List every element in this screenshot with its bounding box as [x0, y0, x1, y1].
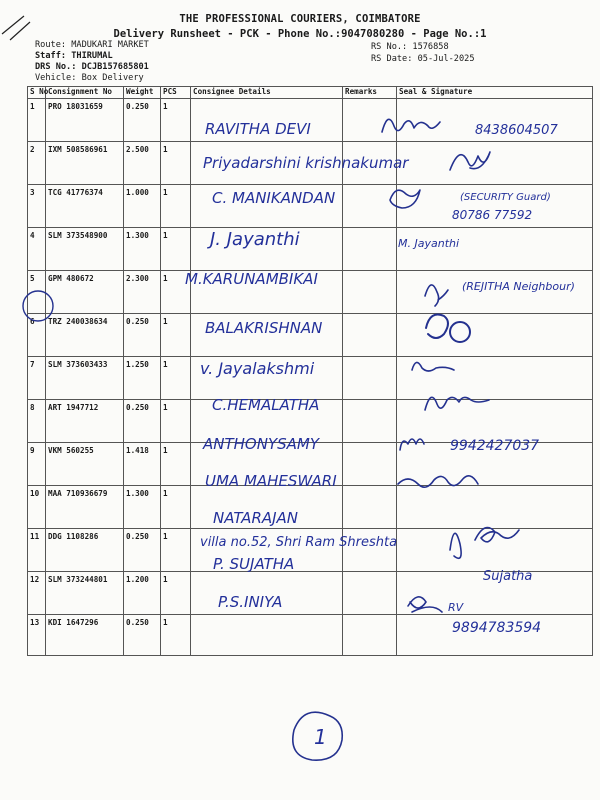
cell-remarks	[343, 443, 397, 486]
cell-consignment: DDG 1108286	[46, 529, 124, 572]
vehicle-line	[35, 73, 149, 84]
cell-pcs: 1	[161, 357, 191, 400]
hw-r3-name: C. MANIKANDAN	[212, 189, 336, 207]
cell-consignment: ART 1947712	[46, 400, 124, 443]
cell-weight: 2.500	[124, 142, 161, 185]
cell-pcs: 1	[161, 615, 191, 656]
cell-consignment: PRO 18031659	[46, 99, 124, 142]
cell-remarks	[343, 228, 397, 271]
cell-pcs: 1	[161, 400, 191, 443]
hw-r13-note: RV	[448, 601, 464, 614]
cell-sno: 6	[28, 314, 46, 357]
cell-remarks	[343, 615, 397, 656]
hw-r7-name: v. Jayalakshmi	[200, 359, 315, 378]
document-header	[0, 13, 600, 40]
staff-value: THIRUMAL	[71, 51, 113, 61]
cell-consignment: MAA 710936679	[46, 486, 124, 529]
cell-seal-signature	[397, 572, 593, 615]
cell-remarks	[343, 486, 397, 529]
route-line	[35, 40, 149, 51]
table-row	[28, 486, 593, 529]
drs-label: DRS No.:	[35, 62, 77, 72]
cell-sno: 10	[28, 486, 46, 529]
cell-remarks	[343, 572, 397, 615]
hw-r10-name: UMA MAHESWARI	[205, 472, 337, 490]
cell-pcs: 1	[161, 142, 191, 185]
cell-consignment: TRZ 240038634	[46, 314, 124, 357]
cell-sno: 8	[28, 400, 46, 443]
cell-remarks	[343, 99, 397, 142]
table-row	[28, 314, 593, 357]
hw-r2-name: Priyadarshini krishnakumar	[203, 154, 409, 172]
cell-sno: 11	[28, 529, 46, 572]
cell-seal-signature	[397, 228, 593, 271]
cell-pcs: 1	[161, 228, 191, 271]
cell-weight: 0.250	[124, 615, 161, 656]
cell-pcs: 1	[161, 185, 191, 228]
cell-weight: 0.250	[124, 529, 161, 572]
cell-remarks	[343, 400, 397, 443]
cell-consignment: TCG 41776374	[46, 185, 124, 228]
cell-seal-signature	[397, 615, 593, 656]
cell-consignee-details	[191, 572, 343, 615]
table-row	[28, 357, 593, 400]
hw-r11-address: villa no.52, Shri Ram Shreshta	[200, 535, 398, 550]
hw-r9-name: ANTHONYSAMY	[203, 435, 320, 453]
cell-sno: 2	[28, 142, 46, 185]
cell-weight: 0.250	[124, 400, 161, 443]
cell-seal-signature	[397, 314, 593, 357]
hw-r13-name: P.S.INIYA	[218, 593, 283, 611]
hw-r4-name: J. Jayanthi	[210, 229, 300, 250]
cell-remarks	[343, 271, 397, 314]
cell-sno: 3	[28, 185, 46, 228]
drs-value: DCJB157685801	[81, 62, 149, 72]
cell-consignee-details	[191, 615, 343, 656]
hw-r13-phone: 9894783594	[452, 620, 542, 636]
rs-date-line	[371, 53, 475, 65]
cell-pcs: 1	[161, 443, 191, 486]
cell-consignment: VKM 560255	[46, 443, 124, 486]
cell-seal-signature	[397, 400, 593, 443]
cell-pcs: 1	[161, 529, 191, 572]
cell-consignee-details	[191, 357, 343, 400]
cell-weight: 1.300	[124, 486, 161, 529]
cell-seal-signature	[397, 529, 593, 572]
cell-weight: 1.000	[124, 185, 161, 228]
hw-r1-name: RAVITHA DEVI	[205, 120, 311, 138]
cell-consignment: SLM 373603433	[46, 357, 124, 400]
cell-consignee-details	[191, 142, 343, 185]
cell-pcs: 1	[161, 314, 191, 357]
cell-seal-signature	[397, 486, 593, 529]
cell-sno: 12	[28, 572, 46, 615]
cell-sno: 5	[28, 271, 46, 314]
cell-seal-signature	[397, 443, 593, 486]
route-value: MADUKARI MARKET	[71, 40, 149, 50]
cell-seal-signature	[397, 142, 593, 185]
hw-r6-name: BALAKRISHNAN	[205, 319, 323, 337]
runsheet-meta-left	[35, 40, 149, 84]
cell-consignee-details	[191, 185, 343, 228]
cell-pcs: 1	[161, 572, 191, 615]
cell-consignment: KDI 1647296	[46, 615, 124, 656]
hw-r12-signature: Sujatha	[483, 569, 533, 584]
rs-no-line	[371, 41, 475, 53]
route-label: Route:	[35, 40, 67, 50]
cell-remarks	[343, 185, 397, 228]
cell-pcs: 1	[161, 99, 191, 142]
table-row	[28, 271, 593, 314]
hw-r5-note: (REJITHA Neighbour)	[462, 280, 575, 293]
cell-sno: 1	[28, 99, 46, 142]
cell-consignee-details	[191, 314, 343, 357]
table-row	[28, 443, 593, 486]
rs-no-value: 1576858	[412, 42, 449, 52]
hw-r3-note: (SECURITY Guard)	[460, 192, 551, 203]
cell-consignee-details	[191, 228, 343, 271]
hw-r8-name: C.HEMALATHA	[212, 396, 320, 414]
cell-weight: 1.300	[124, 228, 161, 271]
cell-weight: 2.300	[124, 271, 161, 314]
col-header-consignment: Consignment No	[46, 87, 124, 99]
cell-weight: 1.200	[124, 572, 161, 615]
cell-consignee-details	[191, 400, 343, 443]
col-header-consignee-details: Consignee Details	[191, 87, 343, 99]
hw-r9-phone: 9942427037	[450, 438, 540, 454]
cell-consignment: SLM 373548900	[46, 228, 124, 271]
cell-consignee-details	[191, 271, 343, 314]
cell-seal-signature	[397, 357, 593, 400]
cell-sno: 13	[28, 615, 46, 656]
staff-label: Staff:	[35, 51, 67, 61]
cell-remarks	[343, 529, 397, 572]
col-header-remarks: Remarks	[343, 87, 397, 99]
rs-date-label: RS Date:	[371, 54, 413, 64]
cell-consignment: GPM 480672	[46, 271, 124, 314]
hw-r4-signature: M. Jayanthi	[398, 237, 460, 250]
table-row	[28, 615, 593, 656]
cell-pcs: 1	[161, 271, 191, 314]
cell-consignee-details	[191, 99, 343, 142]
cell-seal-signature	[397, 185, 593, 228]
cell-consignment: IXM 508586961	[46, 142, 124, 185]
cell-consignee-details	[191, 443, 343, 486]
staff-line	[35, 51, 149, 62]
cell-weight: 0.250	[124, 314, 161, 357]
hw-r5-name: M.KARUNAMBIKAI	[185, 270, 318, 288]
cell-weight: 0.250	[124, 99, 161, 142]
hw-r11-name: NATARAJAN	[213, 509, 299, 527]
col-header-weight: Weight	[124, 87, 161, 99]
cell-weight: 1.250	[124, 357, 161, 400]
table-row	[28, 529, 593, 572]
cell-pcs: 1	[161, 486, 191, 529]
cell-weight: 1.418	[124, 443, 161, 486]
cell-consignee-details	[191, 486, 343, 529]
table-row	[28, 572, 593, 615]
hw-r1-phone: 8438604507	[475, 123, 558, 138]
table-row	[28, 99, 593, 142]
table-row	[28, 400, 593, 443]
hw-r3-phone: 80786 77592	[452, 208, 533, 222]
delivery-table	[27, 86, 593, 656]
col-header-seal-signature: Seal & Signature	[397, 87, 593, 99]
cell-remarks	[343, 314, 397, 357]
cell-sno: 4	[28, 228, 46, 271]
vehicle-value: Box Delivery	[81, 73, 144, 83]
col-header-sno: S No	[28, 87, 46, 99]
company-name: THE PROFESSIONAL COURIERS, COIMBATORE	[179, 13, 421, 25]
runsheet-title: Delivery Runsheet - PCK - Phone No.:9047080280 - Page No.:1	[113, 28, 487, 40]
cell-consignment: SLM 373244801	[46, 572, 124, 615]
cell-remarks	[343, 357, 397, 400]
rs-date-value: 05-Jul-2025	[417, 54, 475, 64]
cell-consignee-details	[191, 529, 343, 572]
vehicle-label: Vehicle:	[35, 73, 77, 83]
table-header-row	[28, 87, 593, 99]
cell-seal-signature	[397, 271, 593, 314]
table-row	[28, 228, 593, 271]
circled-page-mark	[293, 712, 342, 760]
table-row	[28, 142, 593, 185]
runsheet-meta-right	[371, 41, 475, 65]
cell-sno: 7	[28, 357, 46, 400]
rs-no-label: RS No.:	[371, 42, 408, 52]
cell-sno: 9	[28, 443, 46, 486]
cell-remarks	[343, 142, 397, 185]
drs-line	[35, 62, 149, 73]
table-row	[28, 185, 593, 228]
col-header-pcs: PCS	[161, 87, 191, 99]
hw-r12-name: P. SUJATHA	[213, 555, 295, 573]
cell-seal-signature	[397, 99, 593, 142]
hw-page-mark: 1	[314, 725, 327, 749]
